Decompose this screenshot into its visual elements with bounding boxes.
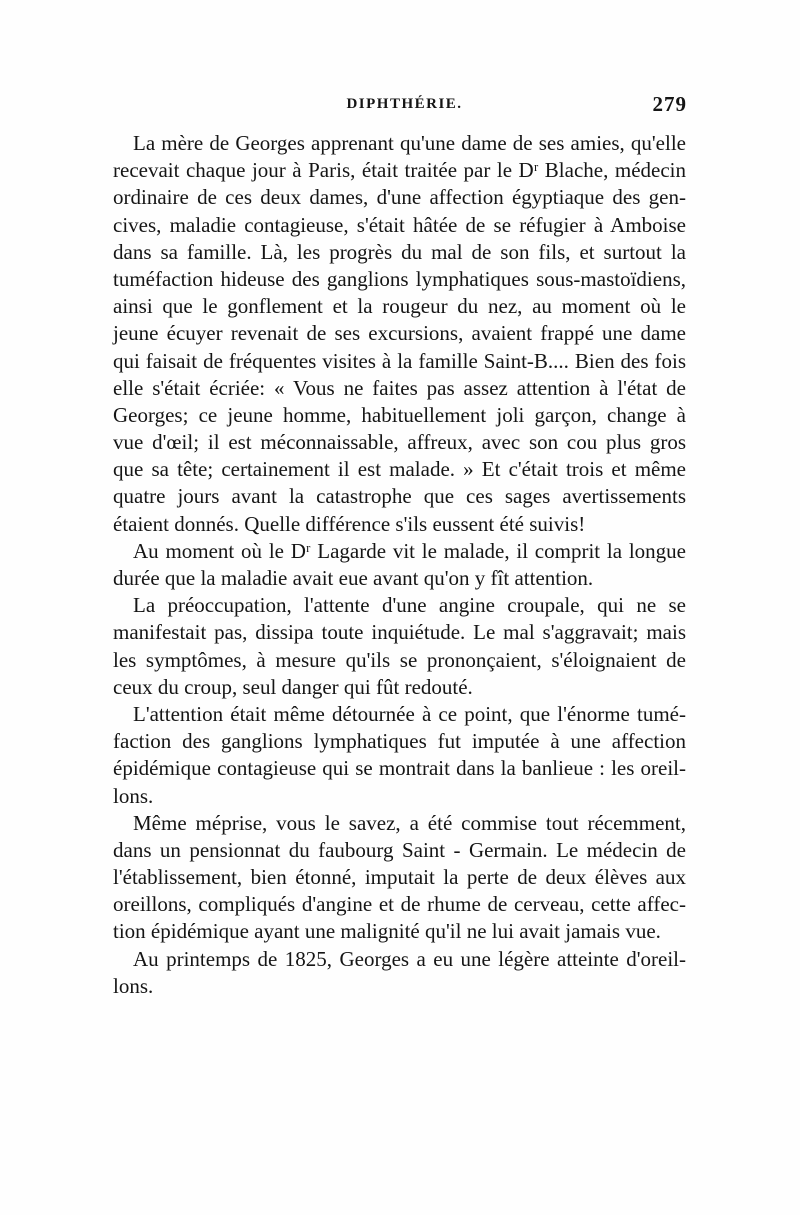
text-line: tion épidémique ayant une malignité qu'il ne lui avait jamais vue. — [113, 919, 661, 944]
text-line: L'attention était même détournée à ce point, que l'énorme tumé- — [133, 701, 686, 726]
text-line: dans un pensionnat du faubourg Saint - Germain. Le médecin de — [113, 837, 686, 862]
text-line: recevait chaque jour à Paris, était traitée par le Dʳ Blache, médecin — [113, 158, 686, 183]
paragraph — [113, 701, 686, 810]
text-line: qui faisait de fréquentes visites à la famille Saint-B.... Bien des fois — [113, 348, 686, 373]
text-line: ordinaire de ces deux dames, d'une affection égyptiaque des gen- — [113, 185, 686, 210]
text-line: étaient donnés. Quelle différence s'ils eussent été suivis! — [113, 511, 586, 536]
text-line: durée que la maladie avait eue avant qu'on y fît attention. — [113, 566, 594, 590]
text-line: manifestait pas, dissipa toute inquiétude. Le mal s'aggravait; mais — [113, 620, 686, 645]
text-line: ceux du croup, seul danger qui fût redouté. — [113, 674, 473, 699]
text-line: quatre jours avant la catastrophe que ces sages avertissements — [113, 484, 686, 509]
text-line: Au moment où le Dʳ Lagarde vit le malade, il comprit la longue — [133, 538, 686, 563]
text-line: lons. — [113, 783, 154, 808]
text-line: jeune écuyer revenait de ses excursions, avaient frappé une dame — [113, 321, 686, 346]
text-line: les symptômes, à mesure qu'ils se prononçaient, s'éloignaient de — [113, 647, 686, 672]
page-number: 279 — [652, 92, 687, 116]
text-line: dans sa famille. Là, les progrès du mal de son fils, et surtout la — [113, 239, 686, 264]
text-line: que sa tête; certainement il est malade. » Et c'était trois et même — [113, 457, 686, 482]
text-line: l'établissement, bien étonné, imputait la perte de deux élèves aux — [113, 865, 686, 890]
text-line: La mère de Georges apprenant qu'une dame de ses amies, qu'elle — [133, 131, 686, 155]
text-line: Georges; ce jeune homme, habituellement joli garçon, change à — [113, 402, 686, 427]
paragraph — [113, 810, 686, 946]
text-line: ainsi que le gonflement et la rougeur du nez, au moment où le — [113, 294, 686, 319]
running-head: DIPHTHÉRIE. — [346, 96, 463, 112]
text-line: oreillons, compliqués d'angine et de rhume de cerveau, cette affec- — [113, 892, 686, 917]
paragraph — [113, 130, 686, 538]
text-line: elle s'était écriée: « Vous ne faites pas assez attention à l'état de — [113, 375, 686, 400]
text-line: vue d'œil; il est méconnaissable, affreux, avec son cou plus gros — [113, 430, 686, 455]
text-line: Même méprise, vous le savez, a été commise tout récemment, — [133, 810, 686, 835]
text-line: Au printemps de 1825, Georges a eu une légère atteinte d'oreil- — [133, 946, 686, 971]
text-line: tuméfaction hideuse des ganglions lymphatiques sous-mastoïdiens, — [113, 266, 686, 291]
text-line: La préoccupation, l'attente d'une angine croupale, qui ne se — [133, 593, 686, 618]
page-header — [112, 92, 687, 120]
text-line: lons. — [113, 973, 154, 998]
text-line: faction des ganglions lymphatiques fut imputée à une affection — [113, 729, 686, 754]
text-line: cives, maladie contagieuse, s'était hâtée de se réfugier à Amboise — [113, 212, 686, 237]
body-text — [113, 130, 686, 1000]
text-line: épidémique contagieuse qui se montrait dans la banlieue : les oreil- — [113, 756, 686, 781]
paragraph — [113, 538, 686, 592]
paragraph — [113, 946, 686, 1000]
paragraph — [113, 592, 686, 701]
